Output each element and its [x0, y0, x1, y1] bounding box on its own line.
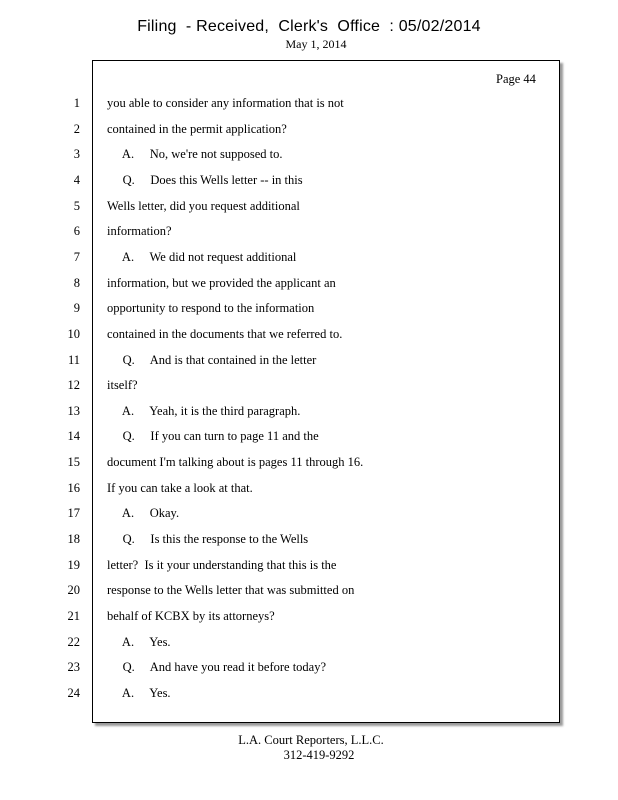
- transcript-line: behalf of KCBX by its attorneys?: [107, 609, 275, 623]
- line-number: 3: [73, 147, 80, 161]
- transcript-line: information?: [107, 224, 172, 238]
- page-number: Page 44: [496, 72, 536, 86]
- line-number: 2: [73, 122, 80, 136]
- transcript-line: itself?: [107, 378, 138, 392]
- transcript-line: contained in the permit application?: [107, 122, 287, 136]
- transcript-line: Q. Does this Wells letter -- in this: [107, 173, 303, 187]
- line-number: 8: [73, 276, 80, 290]
- line-number: 7: [73, 250, 80, 264]
- transcript-line: Q. Is this the response to the Wells: [107, 532, 309, 546]
- line-number: 9: [73, 301, 80, 315]
- court-reporter-company: L.A. Court Reporters, L.L.C.: [238, 733, 384, 747]
- transcript-line: information, but we provided the applicant an: [107, 276, 336, 290]
- transcript-line: A. No, we're not supposed to.: [107, 147, 283, 161]
- transcript-date: May 1, 2014: [285, 37, 347, 51]
- transcript-line: document I'm talking about is pages 11 through 16.: [107, 455, 364, 469]
- line-number: 4: [73, 173, 80, 187]
- line-number: 16: [67, 481, 80, 495]
- line-number: 1: [73, 96, 80, 110]
- transcript-line: A. Yes.: [107, 686, 171, 700]
- transcript-line: opportunity to respond to the information: [107, 301, 315, 315]
- line-number: 21: [67, 609, 80, 623]
- line-number: 13: [67, 404, 80, 418]
- line-number: 19: [67, 558, 80, 572]
- transcript-line: letter? Is it your understanding that this is the: [107, 558, 337, 572]
- line-number: 11: [67, 353, 80, 367]
- line-number: 12: [67, 378, 80, 392]
- filing-stamp: Filing - Received, Clerk's Office : 05/02/2014: [137, 18, 481, 35]
- transcript-line: Q. And have you read it before today?: [107, 660, 327, 674]
- line-number: 14: [67, 429, 80, 443]
- line-number: 24: [67, 686, 80, 700]
- transcript-line: A. Yes.: [107, 635, 171, 649]
- line-number: 18: [67, 532, 80, 546]
- transcript-line: contained in the documents that we referred to.: [107, 327, 343, 341]
- line-number: 5: [73, 199, 80, 213]
- transcript-line: A. Yeah, it is the third paragraph.: [107, 404, 301, 418]
- transcript-line: Q. And is that contained in the letter: [107, 353, 317, 367]
- transcript-line: Q. If you can turn to page 11 and the: [107, 429, 319, 443]
- transcript-line: If you can take a look at that.: [107, 481, 253, 495]
- transcript-line: Wells letter, did you request additional: [107, 199, 300, 213]
- line-number: 10: [67, 327, 80, 341]
- line-number: 20: [67, 583, 80, 597]
- line-number: 17: [67, 506, 80, 520]
- line-number: 23: [67, 660, 80, 674]
- transcript-line: you able to consider any information that is not: [107, 96, 344, 110]
- line-number: 15: [67, 455, 80, 469]
- transcript-line: A. Okay.: [107, 506, 180, 520]
- line-number: 22: [67, 635, 80, 649]
- transcript-line: response to the Wells letter that was submitted on: [107, 583, 355, 597]
- line-number: 6: [73, 224, 80, 238]
- transcript-line: A. We did not request additional: [107, 250, 297, 264]
- court-reporter-phone: 312-419-9292: [283, 748, 355, 762]
